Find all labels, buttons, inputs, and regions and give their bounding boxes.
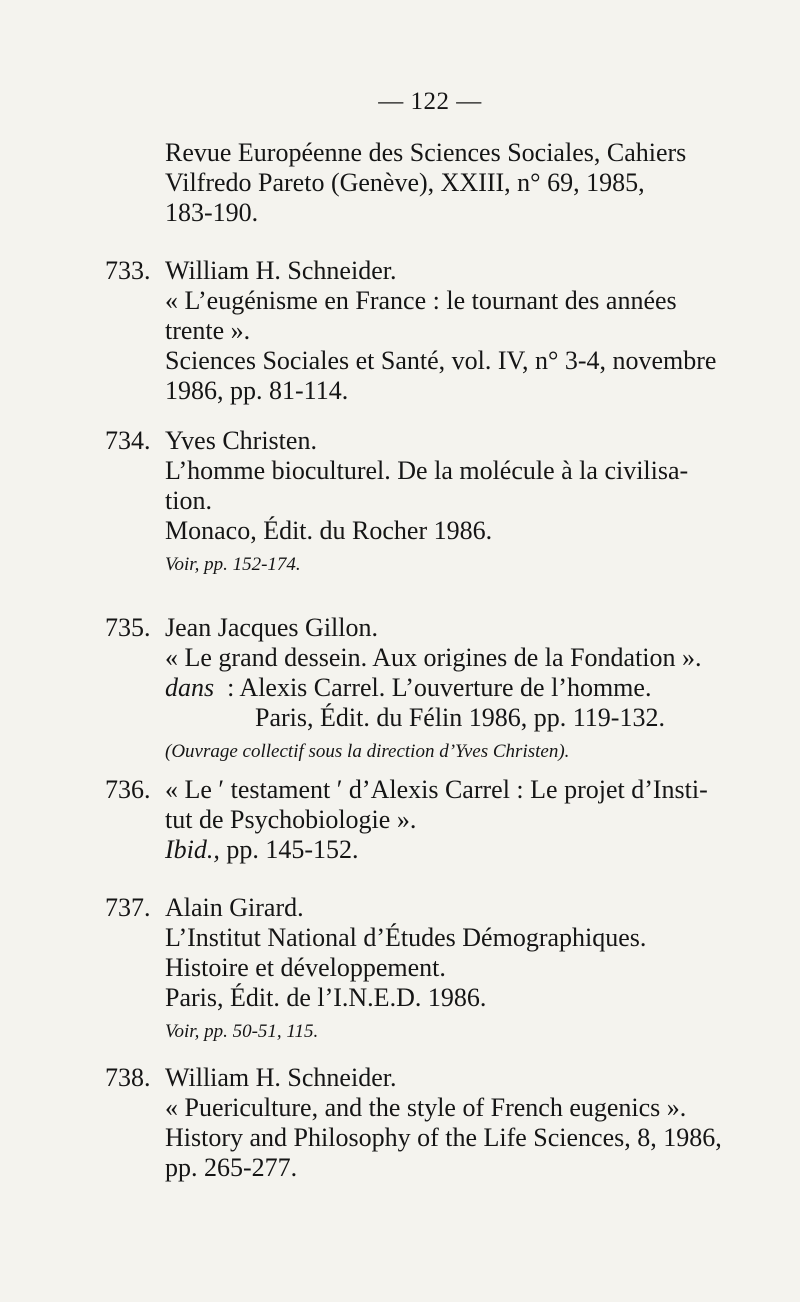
entry-publisher: Monaco, Édit. du Rocher 1986.: [165, 516, 493, 545]
entry-title: L’Institut National d’Études Démographiques.: [165, 923, 647, 952]
entry-author: Alain Girard.: [165, 893, 304, 922]
entry-title: « Puericulture, and the style of French eugenics ».: [165, 1093, 687, 1122]
entry-title: trente ».: [165, 316, 251, 345]
entry-number: 738.: [105, 1063, 151, 1092]
dans-label: dans: [165, 673, 215, 702]
entry-734: [105, 426, 688, 580]
page-number: — 122 —: [378, 88, 482, 115]
entry-title: « Le ′ testament ′ d’Alexis Carrel : Le projet d’Insti-: [165, 775, 708, 804]
continued-line-1: Revue Européenne des Sciences Sociales, Cahiers: [165, 138, 687, 167]
entry-title: Histoire et développement.: [165, 953, 446, 982]
entry-source: pp. 265-277.: [165, 1153, 298, 1182]
entry-note: Voir, pp. 152-174.: [165, 554, 301, 575]
entry-publisher: Paris, Édit. du Félin 1986, pp. 119-132.: [255, 703, 665, 732]
entry-number: 733.: [105, 256, 151, 285]
ibid-label: Ibid.,: [165, 835, 220, 864]
entry-733: [105, 256, 716, 406]
entry-737: [105, 893, 646, 1047]
entry-title: tut de Psychobiologie ».: [165, 805, 417, 834]
entry-pages: pp. 145-152.: [219, 835, 359, 864]
entry-title: « Le grand dessein. Aux origines de la Fondation ».: [165, 643, 702, 672]
entry-738: [105, 1063, 722, 1183]
entry-source: 1986, pp. 81-114.: [165, 376, 349, 405]
entry-735: [105, 613, 702, 767]
entry-author: William H. Schneider.: [165, 256, 397, 285]
entry-dans-line: [105, 673, 702, 703]
entry-publisher: Paris, Édit. de l’I.N.E.D. 1986.: [165, 983, 487, 1012]
entry-note: (Ouvrage collectif sous la direction d’Yves Christen).: [165, 741, 570, 762]
entry-number: 735.: [105, 613, 151, 642]
entry-source: Sciences Sociales et Santé, vol. IV, n° 3-4, novembre: [165, 346, 717, 375]
continued-line-2: Vilfredo Pareto (Genève), XXIII, n° 69, 1985,: [165, 168, 645, 197]
entry-source: History and Philosophy of the Life Sciences, 8, 1986,: [165, 1123, 722, 1152]
entry-title: « L’eugénisme en France : le tournant des années: [165, 286, 677, 315]
entry-author: William H. Schneider.: [165, 1063, 397, 1092]
entry-title: L’homme bioculturel. De la molécule à la civilisa-: [165, 456, 689, 485]
entry-source: [105, 835, 708, 865]
entry-number: 734.: [105, 426, 151, 455]
entry-author: Jean Jacques Gillon.: [165, 613, 379, 642]
entry-author: Yves Christen.: [165, 426, 317, 455]
entry-736: [105, 775, 708, 865]
entry-number: 737.: [105, 893, 151, 922]
entry-note: Voir, pp. 50-51, 115.: [165, 1021, 319, 1042]
continued-entry: [105, 138, 686, 228]
dans-text: : Alexis Carrel. L’ouverture de l’homme.: [227, 673, 652, 702]
entry-title: tion.: [165, 486, 212, 515]
entry-number: 736.: [105, 775, 151, 804]
continued-line-3: 183-190.: [165, 198, 259, 227]
